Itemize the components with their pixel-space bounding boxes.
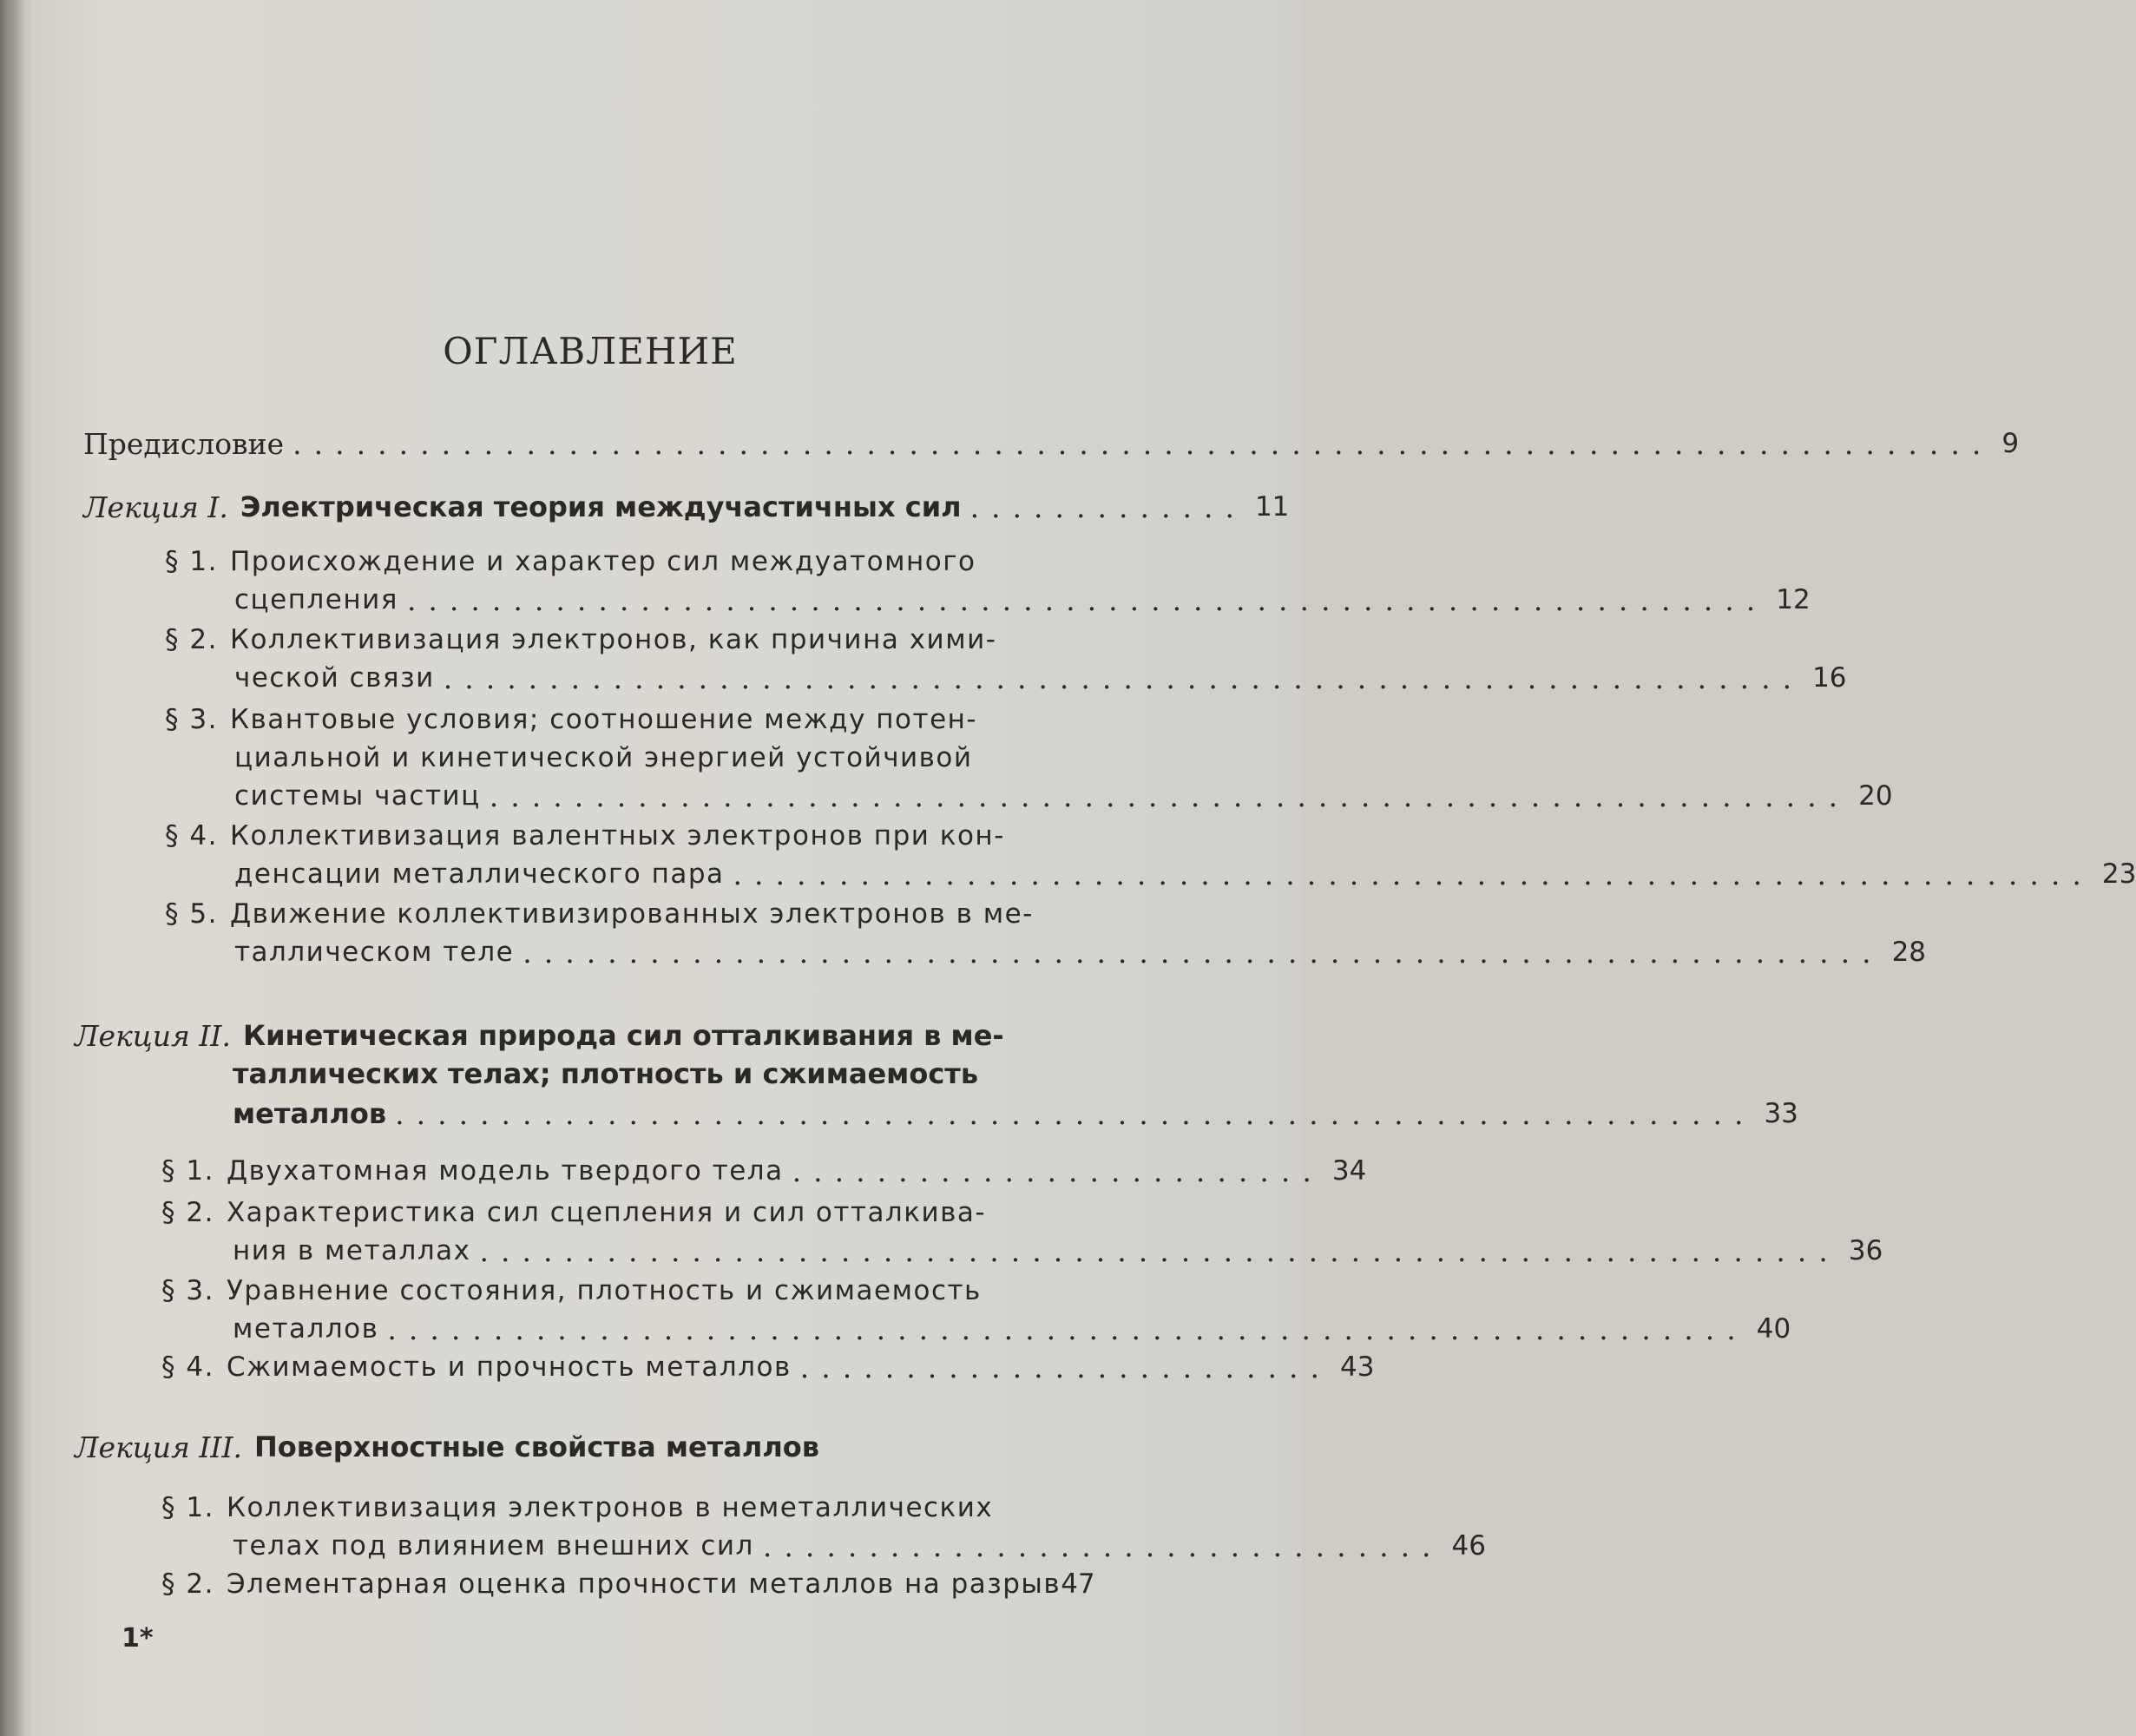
toc-section-1-3-line1[interactable] <box>165 701 998 739</box>
section-number: § 2. <box>165 624 218 655</box>
toc-section-2-3-line1[interactable] <box>161 1272 995 1310</box>
toc-entry-lecture-2-line3[interactable] <box>233 1095 1798 1133</box>
dot-leader: ......................... <box>799 1351 1332 1384</box>
section-number: § 4. <box>161 1351 214 1383</box>
toc-section-2-2-line1[interactable] <box>161 1194 995 1232</box>
page-number: 12 <box>1776 584 1811 615</box>
dot-leader: ................................ <box>762 1529 1443 1563</box>
toc-section-1-4-line1[interactable] <box>165 818 1005 855</box>
lecture-title: Кинетическая природа сил отталкивания в ме- <box>242 1019 1004 1052</box>
section-number: § 4. <box>165 820 218 852</box>
dot-leader: ......................... <box>792 1154 1324 1188</box>
section-title-continued: металлов <box>233 1313 379 1345</box>
toc-section-1-2-line2[interactable] <box>234 660 1847 697</box>
dot-leader: ................................................................ <box>522 936 1883 970</box>
toc-section-3-1-line2[interactable] <box>233 1528 1486 1565</box>
page-number: 23 <box>2101 858 2136 890</box>
toc-section-1-4-line2[interactable] <box>234 856 2136 893</box>
toc-entry-lecture-2-line2[interactable] <box>233 1055 1083 1093</box>
page-number: 34 <box>1331 1155 1367 1187</box>
toc-section-1-5-line2[interactable] <box>234 934 1927 971</box>
dot-leader: ................................................................ <box>733 858 2093 891</box>
dot-leader: ............. <box>969 490 1246 524</box>
section-title-continued: ния в металлах <box>233 1235 471 1266</box>
toc-section-1-3-line-mid[interactable] <box>234 740 1081 777</box>
lecture-label: Лекция II. <box>75 1019 231 1053</box>
lecture-title-continued: таллических телах; плотность и сжимаемость <box>233 1057 979 1090</box>
section-title: Происхождение и характер сил междуатомного <box>229 546 976 577</box>
page-number: 43 <box>1340 1351 1375 1383</box>
dot-leader: ................................................................ <box>479 1234 1840 1268</box>
section-number: § 3. <box>165 704 218 735</box>
section-number: § 1. <box>165 546 218 577</box>
section-title-continued: телах под влиянием внешних сил <box>233 1530 754 1562</box>
toc-section-1-1-line1[interactable] <box>165 543 998 581</box>
section-title-continued: системы частиц <box>234 780 481 812</box>
toc-section-1-1-line2[interactable] <box>234 582 1811 619</box>
section-number: § 3. <box>161 1275 214 1306</box>
toc-section-3-1-line1[interactable] <box>161 1489 995 1527</box>
dot-leader: ................................................................ <box>387 1312 1748 1346</box>
section-title-continued: сцепления <box>234 584 398 615</box>
section-title: Сжимаемость и прочность металлов <box>226 1351 792 1383</box>
toc-section-3-2[interactable] <box>161 1566 1095 1603</box>
lecture-title: Поверхностные свойства металлов <box>254 1430 819 1463</box>
section-title: Элементарная оценка прочности металлов на разрыв <box>226 1568 1061 1600</box>
toc-section-2-2-line2[interactable] <box>233 1233 1883 1270</box>
section-title: Движение коллективизированных электронов в ме- <box>229 898 1034 930</box>
page-number: 46 <box>1451 1530 1486 1562</box>
section-number: § 5. <box>165 898 218 930</box>
lecture-title-continued: металлов <box>233 1097 387 1130</box>
toc-entry-lecture-1[interactable] <box>83 489 1290 526</box>
section-number: § 2. <box>161 1197 214 1228</box>
page-number: 36 <box>1848 1235 1883 1266</box>
section-title-continued: циальной и кинетической энергией устойчивой <box>234 742 973 773</box>
entry-label: Предисловие <box>83 427 285 461</box>
book-spine-shadow <box>0 0 24 1736</box>
section-title-continued: денсации металлического пара <box>234 858 725 890</box>
page-number: 33 <box>1764 1098 1798 1129</box>
toc-section-1-2-line1[interactable] <box>165 621 998 659</box>
signature-mark: 1* <box>122 1623 154 1654</box>
toc-entry-lecture-2-line1[interactable] <box>75 1017 1081 1055</box>
dot-leader: ................................................................ <box>395 1097 1756 1131</box>
section-title: Уравнение состояния, плотность и сжимаемость <box>226 1275 982 1306</box>
section-title: Коллективизация электронов в неметаллических <box>226 1492 994 1523</box>
section-title: Квантовые условия; соотношение между потен- <box>229 704 978 735</box>
page-number: 40 <box>1756 1313 1791 1345</box>
toc-section-2-3-line2[interactable] <box>233 1311 1791 1348</box>
page-number: 11 <box>1254 491 1290 523</box>
lecture-title: Электрическая теория междучастичных сил <box>240 490 962 523</box>
toc-entry-preface[interactable] <box>83 425 2020 463</box>
toc-entry-lecture-3[interactable] <box>75 1429 1081 1466</box>
section-title-continued: ческой связи <box>234 662 435 694</box>
section-title-continued: таллическом теле <box>234 937 515 968</box>
section-title: Коллективизация валентных электронов при кон- <box>229 820 1005 852</box>
toc-section-1-3-line2[interactable] <box>234 778 1893 815</box>
page-number: 20 <box>1858 780 1893 812</box>
page-number: 9 <box>2001 428 2020 459</box>
page-number: 16 <box>1812 662 1847 694</box>
section-number: § 1. <box>161 1492 214 1523</box>
lecture-label: Лекция III. <box>75 1430 242 1464</box>
toc-title: ОГЛАВЛЕНИЕ <box>443 330 738 372</box>
dot-leader: ................................................................ <box>406 583 1768 617</box>
section-title: Двухатомная модель твердого тела <box>226 1155 784 1187</box>
toc-section-1-5-line1[interactable] <box>165 896 1034 933</box>
section-number: § 1. <box>161 1155 214 1187</box>
section-number: § 2. <box>161 1568 214 1600</box>
dot-leader: ................................................................ <box>443 661 1804 695</box>
dot-leader: ................................................................ <box>489 779 1850 813</box>
dot-leader: ................................................................................ <box>292 427 1994 461</box>
page-number: 47 <box>1061 1568 1095 1600</box>
section-title: Характеристика сил сцепления и сил отталкива- <box>226 1197 987 1228</box>
section-title: Коллективизация электронов, как причина хими- <box>229 624 997 655</box>
lecture-label: Лекция I. <box>83 490 228 524</box>
toc-section-2-4[interactable] <box>161 1349 1375 1386</box>
page-number: 28 <box>1891 937 1927 968</box>
toc-section-2-1[interactable] <box>161 1153 1367 1190</box>
